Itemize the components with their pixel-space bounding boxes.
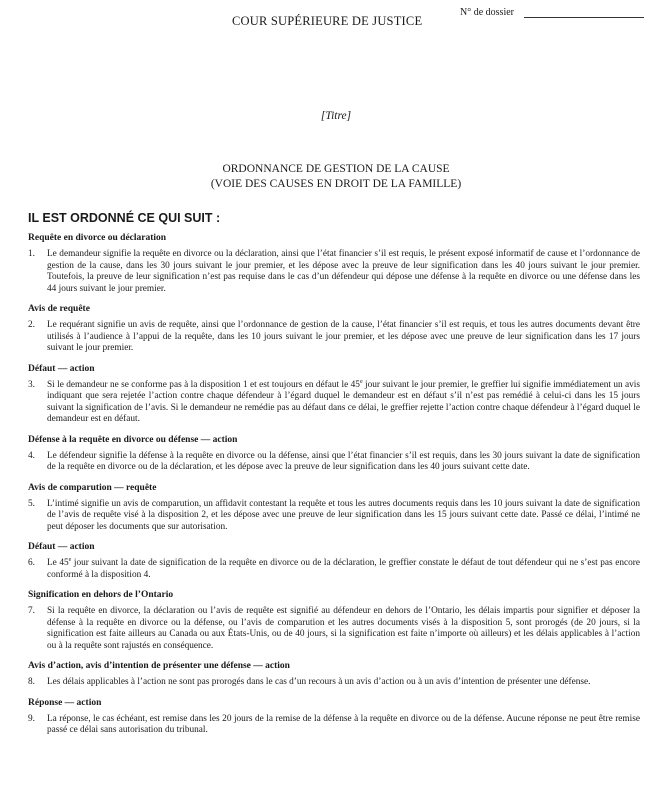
section-default-action-2 (28, 541, 640, 581)
provision-text (47, 558, 640, 581)
provision-text: Le défendeur signifie la défense à la requête en divorce ou la défense, ainsi que l’état financier s’il est requis, dans les 30 jours suivant la date de signification de la requête en divorce ou de la déclaration, et les dépose avec la preuve de leur signification dans les 40 jours suivant cette date. (47, 450, 640, 472)
provision-7 (28, 606, 640, 652)
provision-number: 7. (28, 606, 35, 616)
section-title: Défaut — action (28, 363, 95, 374)
section-service-outside-ontario (28, 589, 640, 652)
section-notice-of-action (28, 660, 640, 689)
section-title: Avis de requête (28, 304, 90, 314)
section-title: Avis de comparution — requête (28, 482, 157, 493)
provision-text: Les délais applicables à l’action ne sont pas prorogés dans le cas d’un recours à un avis d’action ou à un avis d’intention de présenter une défense. (47, 677, 591, 687)
provision-number: 6. (28, 558, 35, 568)
order-intro: IL EST ORDONNÉ CE QUI SUIT : (28, 211, 221, 225)
provision-text: Si la requête en divorce, la déclaration ou l’avis de requête est signifié au défendeur en dehors de l’Ontario, les délais impartis pour signifier et déposer la défense à la requête en divorce ou la défense, ou l’avis de comparution et les autres documents visés à la disposition 5, sont prorogés (de 20 jours, si la signification est faite ailleurs au Canada ou aux États-Unis, ou de 40 jours, si la signification est faite n’importe où ailleurs) et les délais applicables à l’action ou à la requête sont rajustés en conséquence. (47, 606, 640, 651)
file-number-label: N° de dossier (460, 7, 514, 18)
section-default-action (28, 363, 640, 426)
provisions-list (28, 232, 640, 745)
provision-text: L’intimé signifie un avis de comparution, un affidavit contestant la requête et tous les autres documents requis dans les 10 jours suivant la date de signification de l’avis de requête visé à la disposition 2, et les dépose avec une preuve de leur signification dans les 15 jours suivant cette date. Passé ce délai, l’intimé ne peut déposer les documents que sur autorisation. (47, 498, 640, 532)
provision-text (47, 380, 640, 426)
provision-6 (28, 558, 640, 581)
order-heading-line1: ORDONNANCE DE GESTION DE LA CAUSE (222, 163, 450, 175)
section-title: Signification en dehors de l’Ontario (28, 590, 174, 600)
provision-2 (28, 320, 640, 355)
file-number-blank-line (524, 9, 644, 18)
section-notice-appearance (28, 482, 640, 534)
section-answer-defence (28, 434, 640, 474)
ordinal-superscript: e (359, 378, 363, 385)
provision-5 (28, 499, 640, 534)
section-title: Défense à la requête en divorce ou défense — action (28, 434, 238, 445)
provision-number: 2. (28, 320, 35, 330)
provision-4 (28, 451, 640, 474)
provision-9 (28, 714, 640, 737)
court-name: COUR SUPÉRIEURE DE JUSTICE (232, 14, 423, 28)
provision-text-start: Le 45 (47, 558, 69, 568)
provision-text-end: jour suivant la date de signification de la requête en divorce ou de la déclaration, le greffier constate le défaut de tout défendeur qui ne s’est pas encore conformé à la disposition 4. (47, 558, 640, 580)
order-heading-line2: (VOIE DES CAUSES EN DROIT DE LA FAMILLE) (210, 178, 462, 190)
section-petition-divorce (28, 232, 640, 295)
provision-text: Le requérant signifie un avis de requête, ainsi que l’ordonnance de gestion de la cause, l’état financier s’il est requis, et tous les autres documents devant être utilisés à l’audience à l’appui de la requête, dans les 10 jours suivant le jour premier, et les dépose avec une preuve de leur signification dans les 17 jours suivant le jour premier. (47, 320, 640, 353)
file-number-field (460, 7, 644, 18)
provision-text-start: Si le demandeur ne se conforme pas à la disposition 1 et est toujours en défaut le 45 (47, 379, 360, 390)
section-title: Défaut — action (28, 542, 95, 552)
provision-number: 9. (28, 713, 35, 724)
section-notice-application (28, 303, 640, 355)
provision-number: 1. (28, 249, 35, 259)
provision-text-end: jour suivant le jour premier, le greffier lui signifie immédiatement un avis indiquant que sera rejetée l’action contre chaque défendeur à l’égard duquel le demandeur est en défaut s’il n’est pas remédié à celui-ci dans les 15 jours suivant la signification de l’avis. Si le demandeur ne remédie pas au défaut dans ce délai, le greffier rejette l’action contre chaque défendeur à l’égard duquel le demandeur est en défaut. (47, 379, 641, 424)
title-placeholder: [Titre] (320, 110, 352, 122)
provision-text: Le demandeur signifie la requête en divorce ou la déclaration, ainsi que l’état financier s’il est requis, le présent exposé informatif de cause et l’ordonnance de gestion de la cause, dans les 30 jours suivant le jour premier, et les dépose avec la preuve de leur signification dans les 40 jours suivant le jour premier. Toutefois, la preuve de leur signification n’est pas requise dans le cas d’un défendeur qui dépose une défense à la requête en divorce ou une défense dans les 44 jours suivant le jour premier. (47, 249, 640, 294)
ordinal-superscript: e (68, 556, 72, 563)
section-title: Avis d’action, avis d’intention de présenter une défense — action (28, 661, 290, 671)
provision-3 (28, 380, 640, 426)
provision-number: 5. (28, 498, 35, 509)
section-title: Réponse — action (28, 697, 102, 708)
provision-number: 3. (28, 379, 35, 390)
provision-number: 8. (28, 677, 35, 687)
provision-8 (28, 677, 640, 689)
section-reply-action (28, 697, 640, 737)
provision-number: 4. (28, 450, 35, 461)
provision-text: La réponse, le cas échéant, est remise dans les 20 jours de la remise de la défense à la requête en divorce ou de la défense. Aucune réponse ne peut être remise passé ce délai sans autorisation du tribunal. (47, 713, 640, 735)
section-title: Requête en divorce ou déclaration (28, 233, 167, 243)
provision-1 (28, 249, 640, 295)
